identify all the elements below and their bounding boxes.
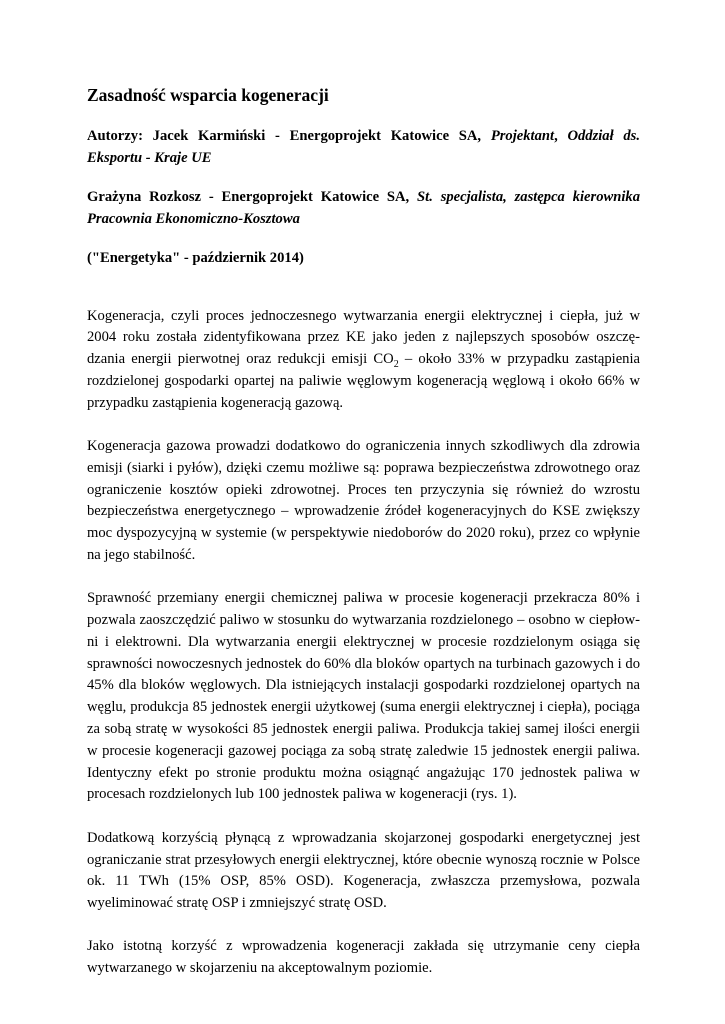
co2-subscript: 2 (393, 359, 399, 370)
authors-1-role-2: Oddział ds. Eksportu - Kraje UE (87, 128, 641, 166)
source-citation: ("Energetyka" - październik 2014) (87, 250, 304, 266)
paragraph-1 (87, 306, 640, 415)
authors-2-role: St. specjalista, zastępca kierownika Pracownia Ekonomiczno-Kosztowa (87, 189, 640, 227)
paragraph-1-text-before: Kogeneracja, czyli proces jednoczesnego wytwarzania energii elektrycznej i ciepła, już w 2004 roku została zidentyfikowana przez KE jako jeden z najlepszych sposobów oszczę-dzania energii pierwotnej oraz redukcji emisji CO (87, 307, 640, 368)
paragraph-5: Jako istotną korzyść z wprowadzenia kogeneracji zakłada się utrzymanie ceny ciepła wytwarzanego w skojarzeniu na akceptowalnym poziomie. (87, 938, 640, 977)
authors-1-role-1: Projektant (490, 128, 555, 144)
paragraph-2: Kogeneracja gazowa prowadzi dodatkowo do ograniczenia innych szkodliwych dla zdrowia emisji (siarki i pyłów), dzięki czemu możliwe są: poprawa bezpieczeństwa zdrowotnego oraz ograniczenie kosztów opieki zdrowotnej. Proces ten przyczynia się również do wzrostu bezpieczeństwa energetycznego – wprowadzenie źródeł kogeneracyjnych do KSE zwiększy moc dyspozycyjną w systemie (w perspektywie niedoborów do 2020 roku), przez co wpłynie na jego stabilność. (87, 437, 640, 563)
document-page (87, 84, 640, 1002)
authors-1-prefix: Autorzy: Jacek Karmiński - Energoprojekt Katowice SA, (87, 128, 491, 144)
paragraph-3: Sprawność przemiany energii chemicznej paliwa w procesie kogeneracji przekracza 80% i pozwala zaoszczędzić paliwo w stosunku do wytwarzania rozdzielonego – osobno w ciepłow-ni i elektrowni. Dla wytwarzania energii elektrycznej w procesie rozdzielonym osiąga się sprawności nowoczesnych jednostek do 60% dla bloków opartych na turbinach gazowych i do 45% dla bloków węglowych. Dla istniejących instalacji gospodarki rozdzielonej opartych na węglu, produkcja 85 jednostek energii użytkowej (suma energii elektrycznej i ciepła), pociąga za sobą stratę w wysokości 85 jednostek energii paliwa. Produkcja takiej samej ilości energii w procesie kogeneracji gazowej pociąga za sobą stratę zaledwie 15 jednostek energii paliwa. Identyczny efekt po stronie produktu można osiągnąć angażując 170 jednostek paliwa w procesach rozdzielonych lub 100 jednostek paliwa w kogeneracji (rys. 1). (87, 590, 640, 803)
authors-1-separator: , (554, 128, 568, 144)
authors-2-prefix: Grażyna Rozkosz - Energoprojekt Katowice SA, (87, 189, 418, 205)
authors-line-1 (87, 126, 640, 169)
paragraph-4: Dodatkową korzyścią płynącą z wprowadzania skojarzonej gospodarki energetycznej jest ograniczanie strat przesyłowych energii elektrycznej, które obecnie wynoszą rocznie w Polsce ok. 11 TWh (15% OSP, 85% OSD). Kogeneracja, zwłaszcza przemysłowa, pozwala wyeliminować stratę OSP i zmniejszyć stratę OSD. (87, 829, 640, 912)
paragraph-1-text-after: – około 33% w przypadku zastąpienia rozdzielonej gospodarki opartej na paliwie węglowym kogeneracją węglową i około 66% w przypadku zastąpienia kogeneracją gazową. (87, 351, 640, 411)
authors-line-2 (87, 187, 640, 230)
document-title: Zasadność wsparcia kogeneracji (87, 85, 329, 105)
